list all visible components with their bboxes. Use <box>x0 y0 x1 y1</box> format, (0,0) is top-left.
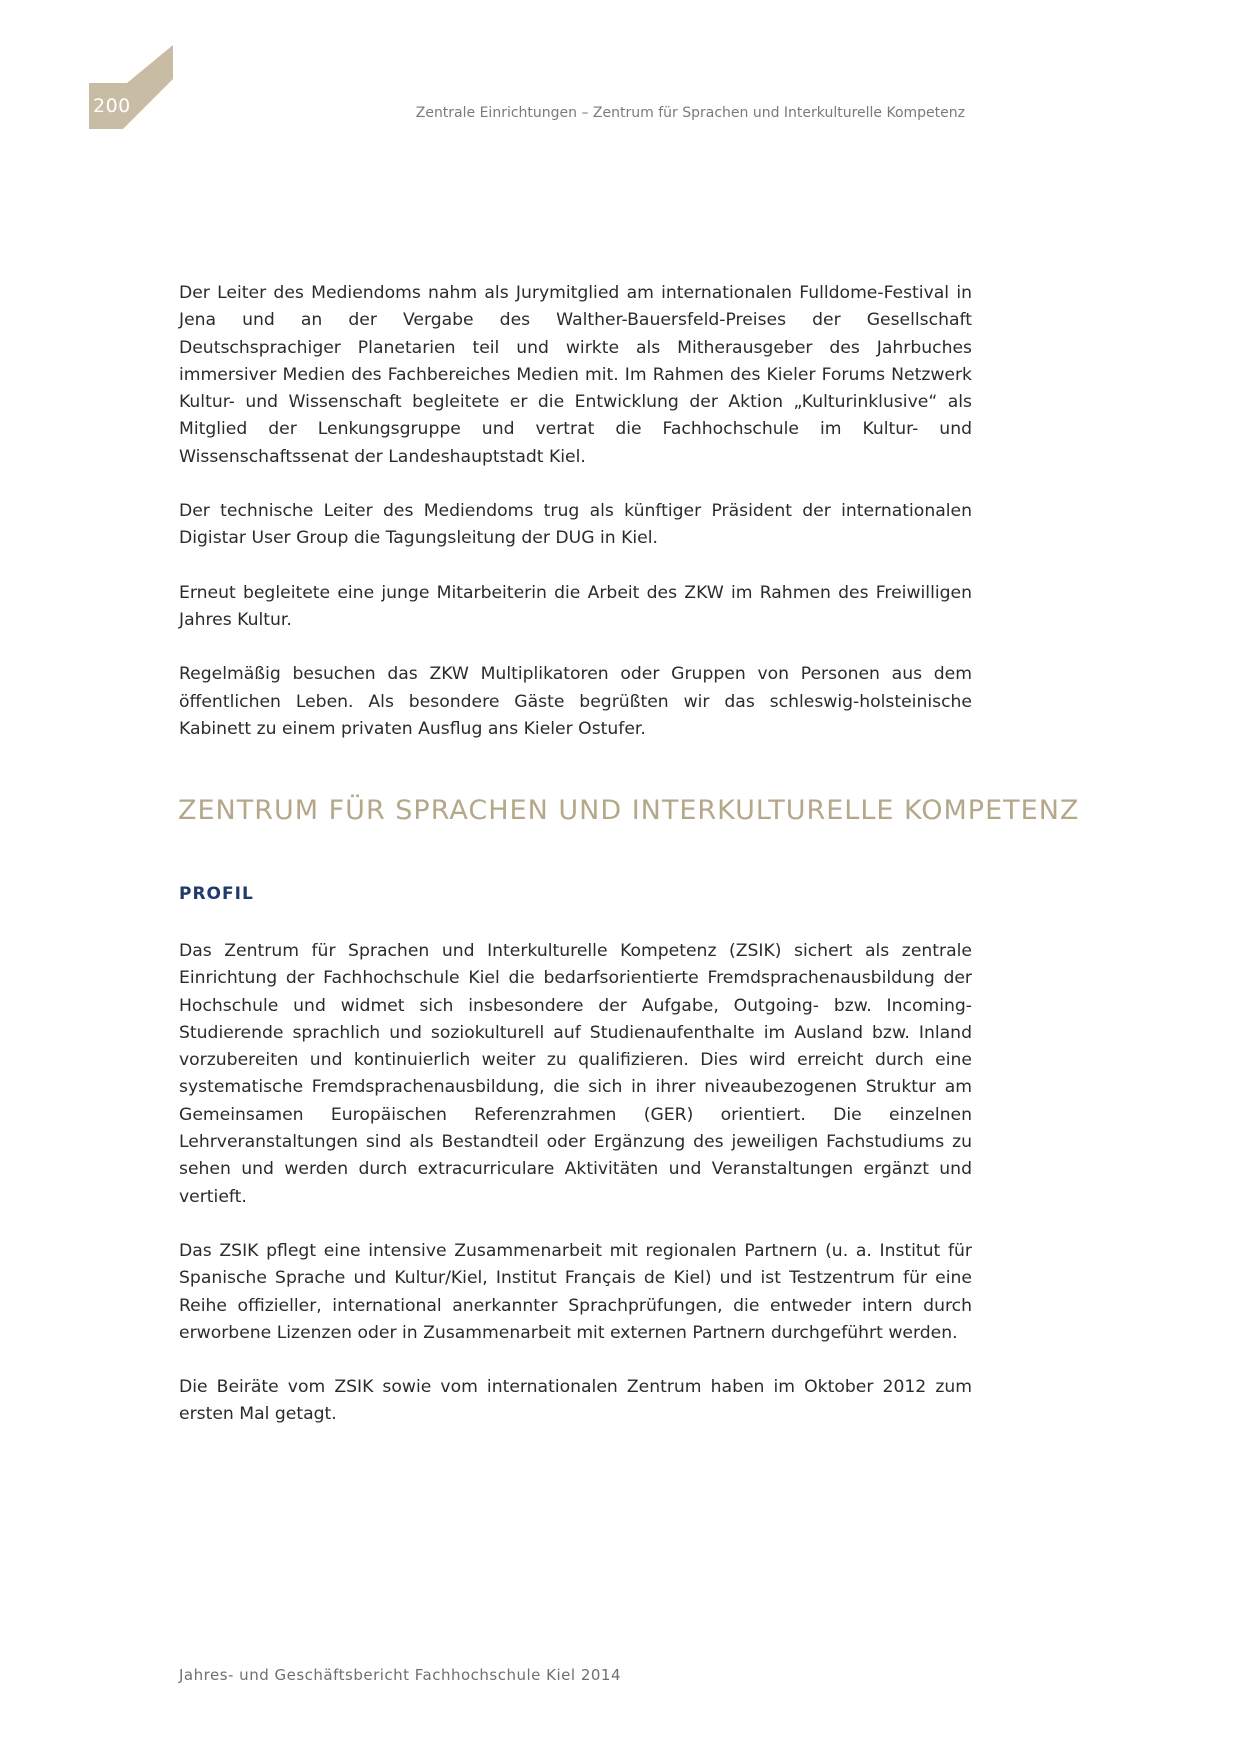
page-number: 200 <box>93 95 131 117</box>
paragraph: Das ZSIK pflegt eine intensive Zusammenarbeit mit regionalen Partnern (u. a. Institut für Spanische Sprache und Kultur/Kiel, Institut Français de Kiel) und ist Testzentrum für eine Reihe offizieller, international anerkannter Sprachprüfungen, die entweder intern durch erworbene Lizenzen oder in Zusammenarbeit mit externen Partnern durchgeführt werden. <box>179 1240 972 1343</box>
paragraph: Regelmäßig besuchen das ZKW Multiplikatoren oder Gruppen von Personen aus dem öffentlichen Leben. Als besondere Gäste begrüßten wir das schleswig-holsteinische Kabinett zu einem privaten Ausflug ans Kieler Ostufer. <box>179 664 972 739</box>
running-header: Zentrale Einrichtungen – Zentrum für Sprachen und Interkulturelle Kompetenz <box>415 105 965 121</box>
section-subheading: PROFIL <box>179 884 254 904</box>
page-footer: Jahres- und Geschäftsbericht Fachhochschule Kiel 2014 <box>179 1666 622 1684</box>
paragraph: Der technische Leiter des Mediendoms trug als künftiger Präsident der internationalen Digistar User Group die Tagungsleitung der DUG in Kiel. <box>179 501 972 549</box>
paragraph: Erneut begleitete eine junge Mitarbeiterin die Arbeit des ZKW im Rahmen des Freiwilligen Jahres Kultur. <box>179 582 972 630</box>
paragraph: Der Leiter des Mediendoms nahm als Jurymitglied am internationalen Fulldome-Festival in Jena und an der Vergabe des Walther-Bauersfeld-Preises der Gesellschaft Deutschsprachiger Planetarien teil und wirkte als Mitherausgeber des Jahrbuches immersiver Medien des Fachbereiches Medien mit. Im Rahmen des Kieler Forums Netzwerk Kultur- und Wissenschaft begleitete er die Entwicklung der Aktion „Kulturinklusive“ als Mitglied der Lenkungsgruppe und vertrat die Fachhochschule im Kultur- und Wissenschaftssenat der Landeshauptstadt Kiel. <box>179 283 972 467</box>
paragraph: Die Beiräte vom ZSIK sowie vom internationalen Zentrum haben im Oktober 2012 zum ersten Mal getagt. <box>179 1377 972 1425</box>
intro-text-block <box>179 280 972 743</box>
section-title: ZENTRUM FÜR SPRACHEN UND INTERKULTURELLE KOMPETENZ <box>178 795 1080 826</box>
paragraph: Das Zentrum für Sprachen und Interkulturelle Kompetenz (ZSIK) sichert als zentrale Einrichtung der Fachhochschule Kiel die bedarfsorientierte Fremdsprachenausbildung der Hochschule und widmet sich insbesondere der Aufgabe, Outgoing- bzw. Incoming-Studierende sprachlich und soziokulturell auf Studienaufenthalte im Ausland bzw. Inland vorzubereiten und kontinuierlich weiter zu qualifizieren. Dies wird erreicht durch eine systematische Fremdsprachenausbildung, die sich in ihrer niveaubezogenen Struktur am Gemeinsamen Europäischen Referenzrahmen (GER) orientiert. Die einzelnen Lehrveranstaltungen sind als Bestandteil oder Ergänzung des jeweiligen Fachstudiums zu sehen und werden durch extracurriculare Aktivitäten und Veranstaltungen ergänzt und vertieft. <box>179 941 972 1207</box>
profile-text-block <box>179 938 972 1429</box>
